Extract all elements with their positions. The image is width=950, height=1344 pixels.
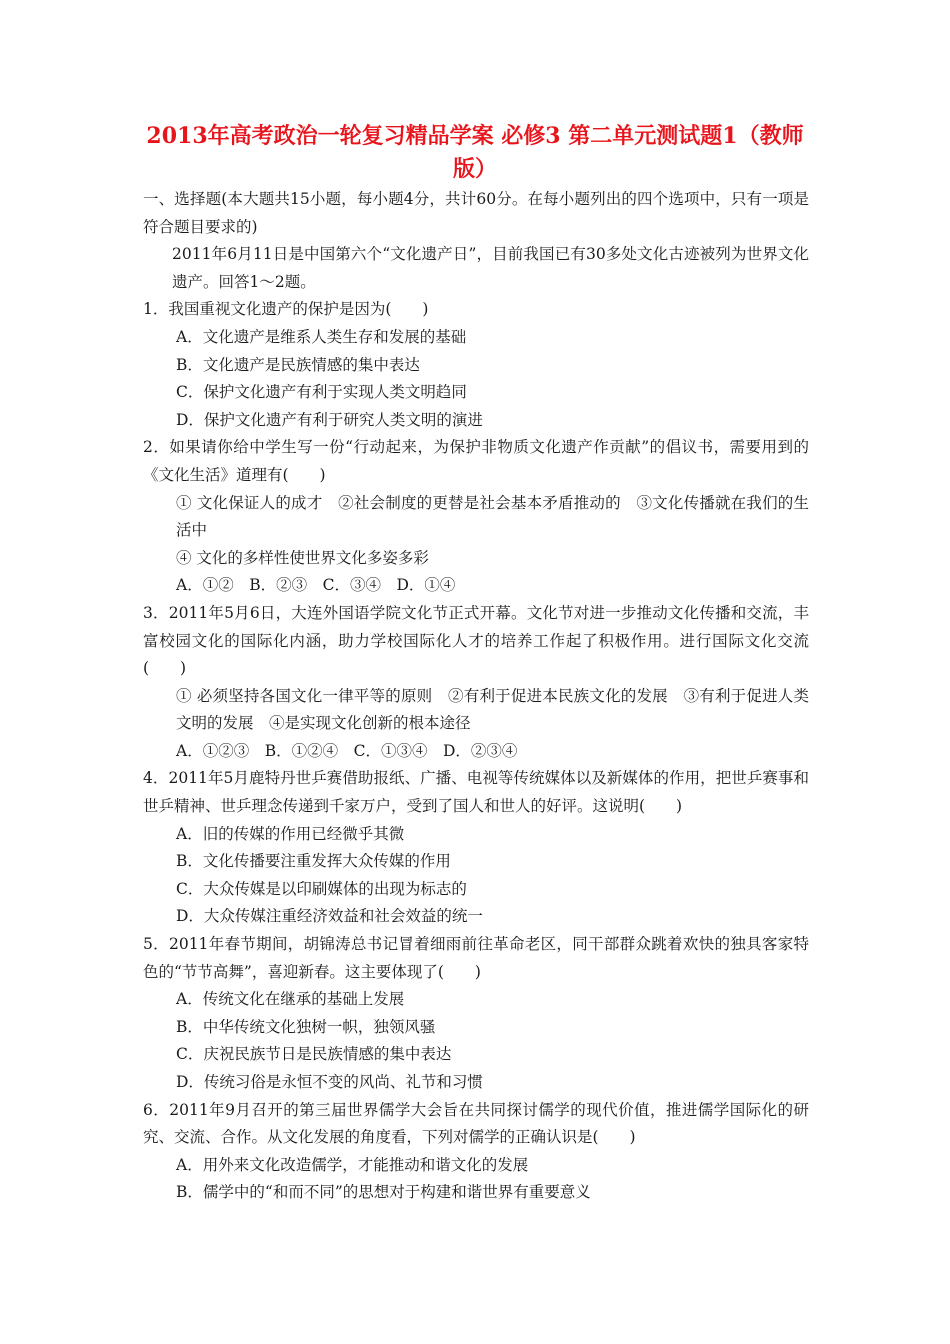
question-5-option-a: A．传统文化在继承的基础上发展 <box>176 990 405 1009</box>
question-5-option-b: B．中华传统文化独树一帜，独领风骚 <box>176 1017 436 1036</box>
question-1-option-b: B．文化遗产是民族情感的集中表达 <box>176 355 420 374</box>
question-4-option-b: B．文化传播要注重发挥大众传媒的作用 <box>176 852 451 871</box>
question-4-stem: 4．2011年5月鹿特丹世乒赛借助报纸、广播、电视等传统媒体以及新媒体的作用，把世乒赛事和世乒精神、世乒理念传递到千家万户，受到了国人和世人的好评。这说明( ) <box>143 769 809 816</box>
question-4-option-a: A．旧的传媒的作用已经微乎其微 <box>176 824 405 843</box>
question-2-items-b: ④ 文化的多样性使世界文化多姿多彩 <box>176 548 429 567</box>
section-heading: 一、选择题(本大题共15小题，每小题4分，共计60分。在每小题列出的四个选项中，只有一项是符合题目要求的) <box>143 190 809 236</box>
intro-paragraph: 2011年6月11日是中国第六个“文化遗产日”，目前我国已有30多处文化古迹被列为世界文化遗产。回答1～2题。 <box>172 245 809 291</box>
question-3-answers: A．①②③ B．①②④ C．①③④ D．②③④ <box>176 741 518 760</box>
question-1-option-c: C．保护文化遗产有利于实现人类文明趋同 <box>176 383 467 402</box>
question-1-option-d: D．保护文化遗产有利于研究人类文明的演进 <box>176 410 483 429</box>
question-3-stem: 3．2011年5月6日，大连外国语学院文化节正式开幕。文化节对进一步推动文化传播和交流，丰富校园文化的国际化内涵，助力学校国际化人才的培养工作起了积极作用。进行国际文化交流( ) <box>143 603 809 678</box>
page-title <box>100 120 850 186</box>
question-5-option-d: D．传统习俗是永恒不变的风尚、礼节和习惯 <box>176 1073 483 1091</box>
question-6-stem: 6．2011年9月召开的第三届世界儒学大会旨在共同探讨儒学的现代价值，推进儒学国际化的研究、交流、合作。从文化发展的角度看，下列对儒学的正确认识是( ) <box>143 1100 809 1147</box>
question-6-option-a: A．用外来文化改造儒学，才能推动和谐文化的发展 <box>176 1155 529 1174</box>
title-line-1: 2013年高考政治一轮复习精品学案 必修3 第二单元测试题1（教师 <box>146 123 804 149</box>
document-body <box>143 186 809 1207</box>
question-6-option-b: B．儒学中的“和而不同”的思想对于构建和谐世界有重要意义 <box>176 1183 591 1202</box>
question-3-items: ① 必须坚持各国文化一律平等的原则 ②有利于促进本民族文化的发展 ③有利于促进人类文明的发展 ④是实现文化创新的根本途径 <box>176 686 809 733</box>
question-2-answers: A．①② B．②③ C．③④ D．①④ <box>176 576 456 595</box>
question-5-stem: 5．2011年春节期间，胡锦涛总书记冒着细雨前往革命老区，同干部群众跳着欢快的独具客家特色的“节节高舞”，喜迎新春。这主要体现了( ) <box>143 935 809 981</box>
question-1-option-a: A．文化遗产是维系人类生存和发展的基础 <box>176 327 467 346</box>
question-1-stem: 1．我国重视文化遗产的保护是因为( ) <box>143 300 429 319</box>
question-5-option-c: C．庆祝民族节日是民族情感的集中表达 <box>176 1045 452 1064</box>
question-4-option-d: D．大众传媒注重经济效益和社会效益的统一 <box>176 907 483 926</box>
question-2-items-a: ① 文化保证人的成才 ②社会制度的更替是社会基本矛盾推动的 ③文化传播就在我们的生活中 <box>176 493 809 540</box>
question-4-option-c: C．大众传媒是以印刷媒体的出现为标志的 <box>176 879 467 898</box>
title-line-2: 版） <box>452 156 497 182</box>
question-2-stem: 2．如果请你给中学生写一份“行动起来，为保护非物质文化遗产作贡献”的倡议书，需要用到的《文化生活》道理有( ) <box>143 438 809 484</box>
